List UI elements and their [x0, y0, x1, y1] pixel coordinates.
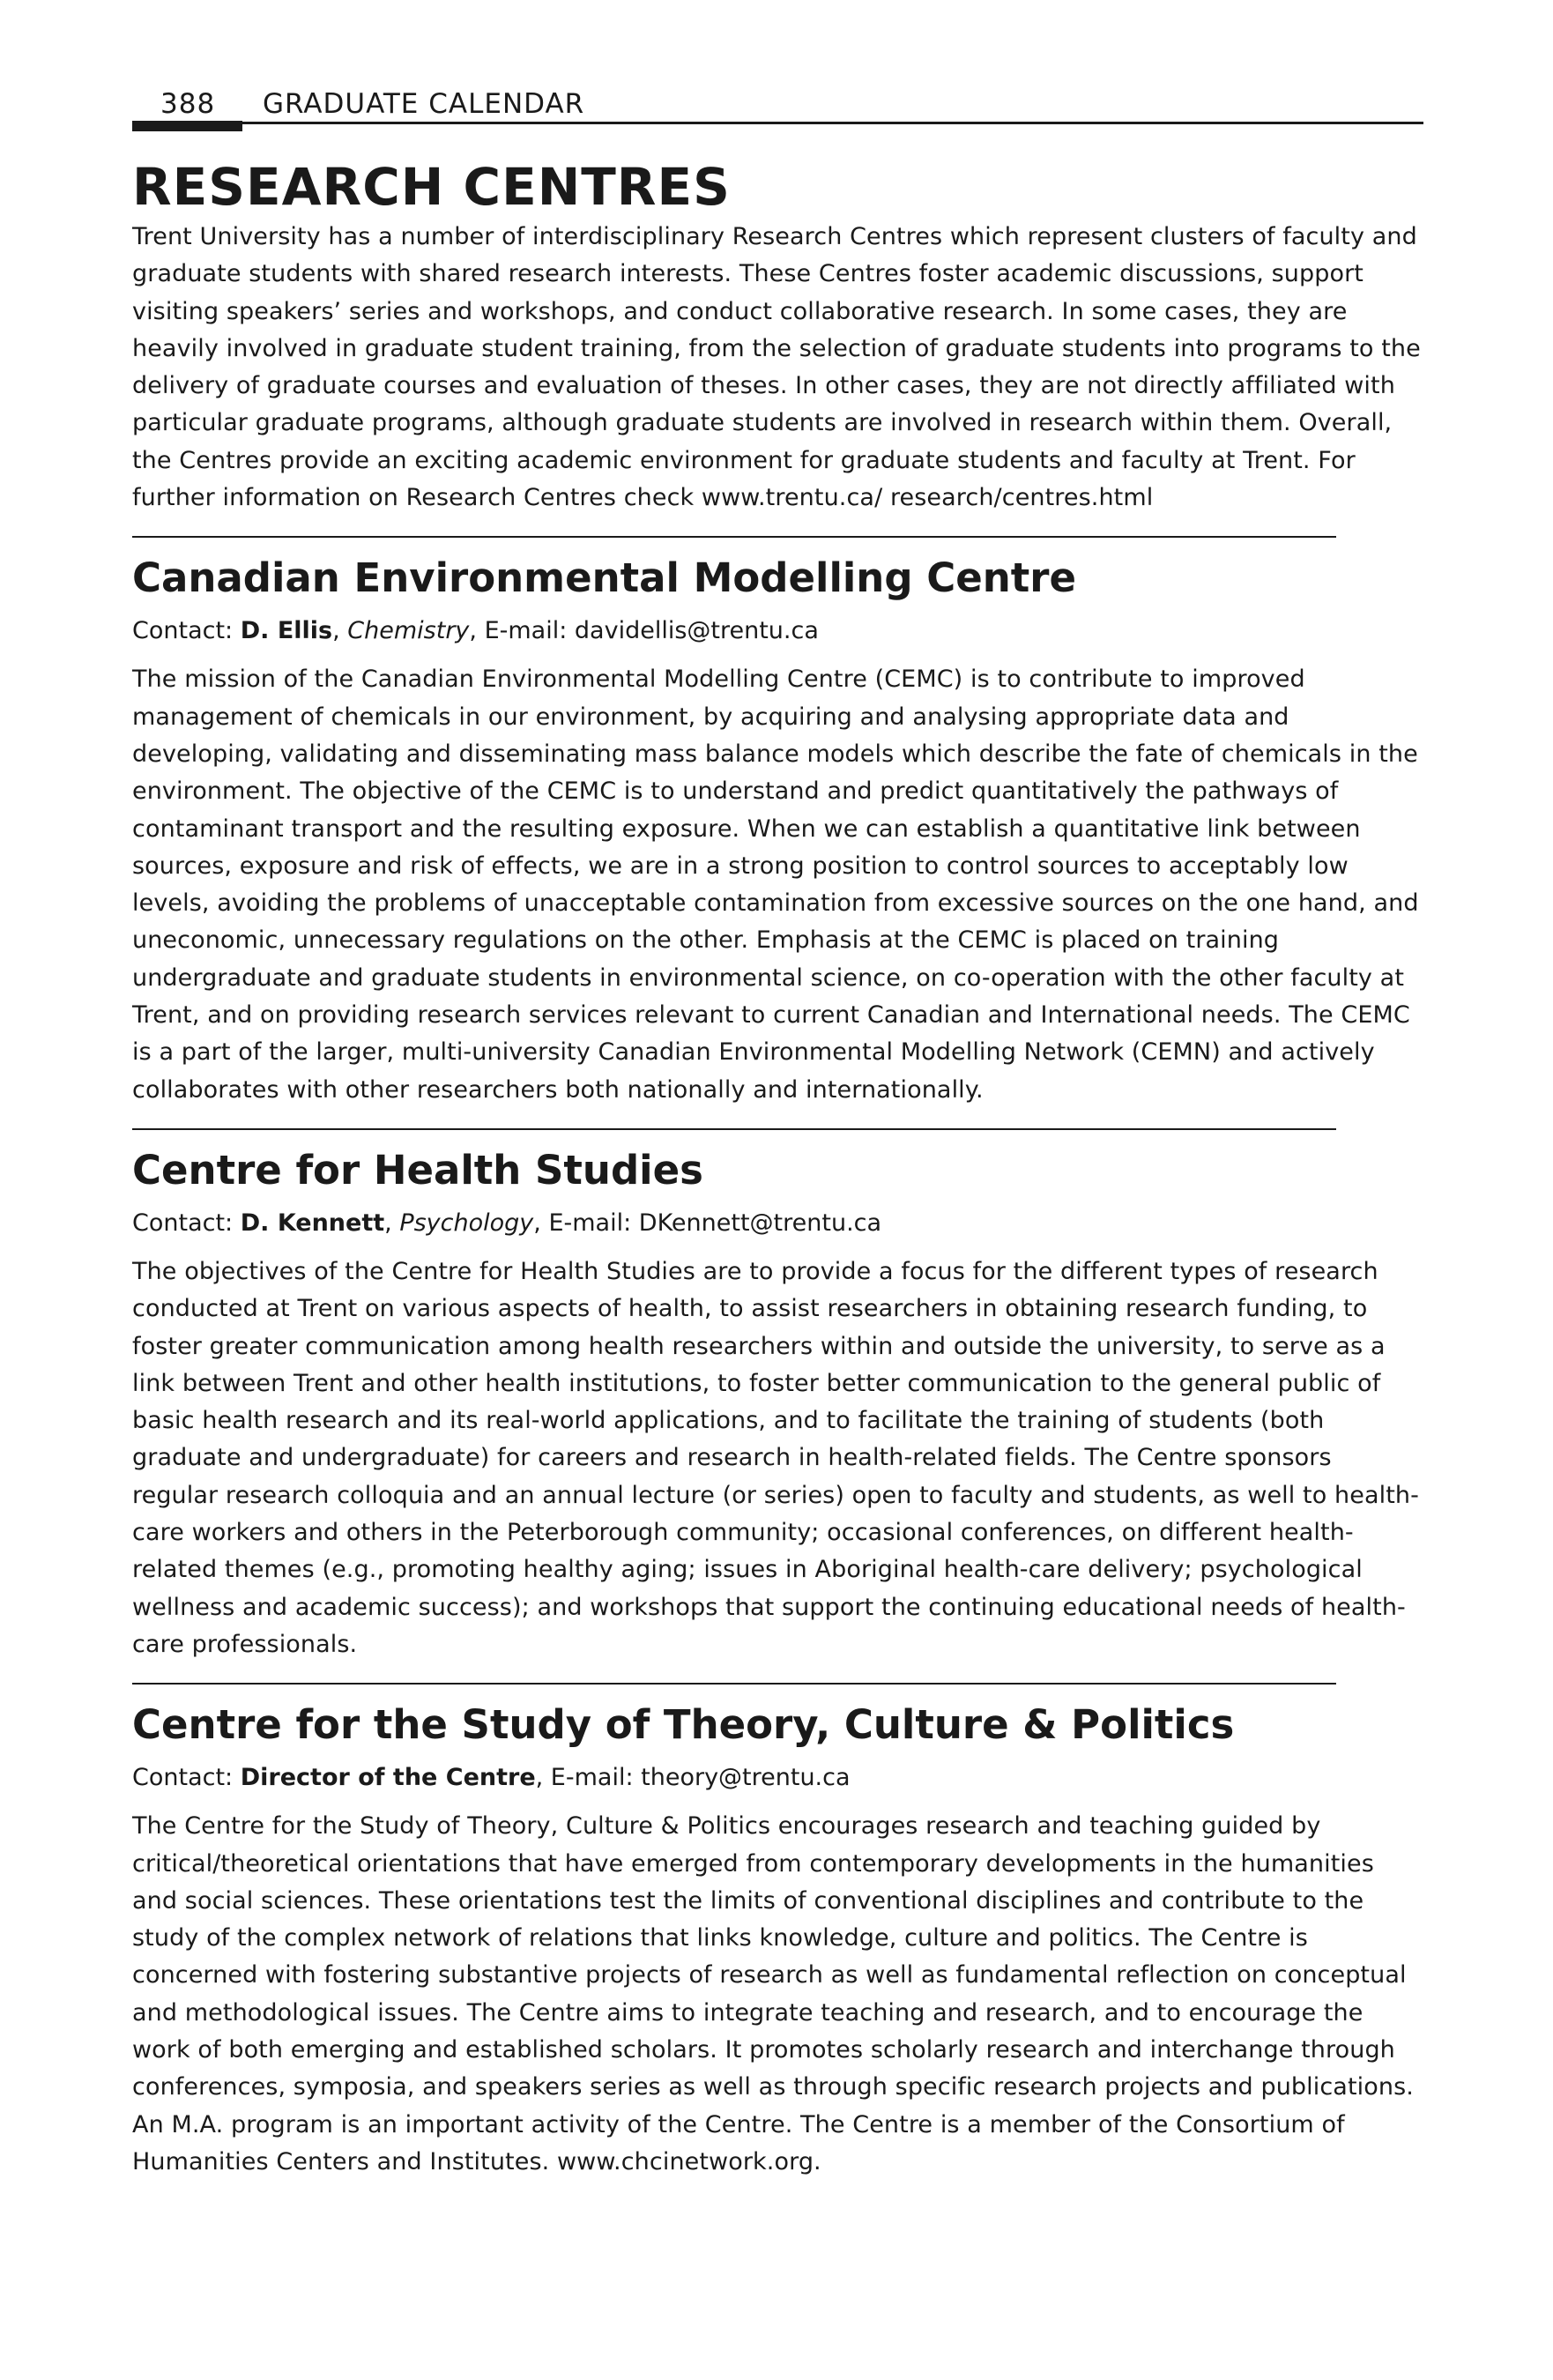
running-header — [132, 88, 1423, 134]
contact-name: D. Kennett — [240, 1209, 385, 1237]
contact-department: Chemistry — [347, 617, 470, 645]
contact-department: Psychology — [399, 1209, 534, 1237]
contact-line — [132, 1206, 1423, 1241]
contact-label: Contact: — [132, 617, 234, 645]
section-heading: Canadian Environmental Modelling Centre — [132, 554, 1077, 602]
section-theory-culture-politics — [132, 1699, 1423, 2181]
section-divider — [132, 1128, 1336, 1130]
header-rule — [132, 122, 1423, 124]
section-heading: Centre for Health Studies — [132, 1146, 703, 1194]
section-body: The Centre for the Study of Theory, Culture & Politics encourages research and teaching guided by critical/theoretical orientations that have emerged from contemporary developments in the humanities and social sciences. These orientations test the limits of conventional disciplines and contribute to the study of the complex network of relations that links knowledge, culture and politics. The Centre is concerned with fostering substantive projects of research as well as fundamental reflection on conceptual and methodological issues. The Centre aims to integrate teaching and research, and to encourage the work of both emerging and established scholars. It promotes scholarly research and interchange through conferences, symposia, and speakers series as well as through specific research projects and publications. An M.A. program is an important activity of the Centre. The Centre is a member of the Consortium of Humanities Centers and Institutes. www.chcinetwork.org. — [132, 1812, 1414, 2175]
page-title: RESEARCH CENTRES — [132, 157, 731, 217]
intro-paragraph: Trent University has a number of interdisciplinary Research Centres which represent clusters of faculty and graduate students with shared research interests. These Centres foster academic discussions, support visiting speakers’ series and workshops, and conduct collaborative research. In some cases, they are heavily involved in graduate student training, from the selection of graduate students into programs to the delivery of graduate courses and evaluation of theses. In other cases, they are not directly affiliated with particular graduate programs, although graduate students are involved in research within them. Overall, the Centres provide an exciting academic environment for graduate students and faculty at Trent. For further information on Research Centres check www.trentu.ca/ research/centres.html — [132, 223, 1421, 512]
section-body: The mission of the Canadian Environmental Modelling Centre (CEMC) is to contribute to improved management of chemicals in our environment, by acquiring and analysing appropriate data and developing, validating and disseminating mass balance models which describe the fate of chemicals in the environment. The objective of the CEMC is to understand and predict quantitatively the pathways of contaminant transport and the resulting exposure. When we can establish a quantitative link between sources, exposure and risk of effects, we are in a strong position to control sources to acceptably low levels, avoiding the problems of unacceptable contamination from excessive sources on the one hand, and uneconomic, unnecessary regulations on the other. Emphasis at the CEMC is placed on training undergraduate and graduate students in environmental science, on co-operation with the other faculty at Trent, and on providing research services relevant to current Canadian and International needs. The CEMC is a part of the larger, multi-university Canadian Environmental Modelling Network (CEMN) and actively collaborates with other researchers both nationally and internationally. — [132, 666, 1419, 1104]
section-body: The objectives of the Centre for Health Studies are to provide a focus for the different types of research conducted at Trent on various aspects of health, to assist researchers in obtaining research funding, to foster greater communication among health researchers within and outside the university, to serve as a link between Trent and other health institutions, to foster better communication to the general public of basic health research and its real-world applications, and to facilitate the training of students (both graduate and undergraduate) for careers and research in health-related fields. The Centre sponsors regular research colloquia and an annual lecture (or series) open to faculty and students, as well to health-care workers and others in the Peterborough community; occasional conferences, on different health-related themes (e.g., promoting healthy aging; issues in Aboriginal health-care delivery; psychological wellness and academic success); and workshops that support the continuing educational needs of health-care professionals. — [132, 1257, 1419, 1658]
contact-line — [132, 1760, 1423, 1796]
contact-separator: , — [384, 1209, 400, 1237]
contact-email: , E-mail: davidellis@trentu.ca — [469, 617, 819, 645]
section-cemc — [132, 552, 1423, 1109]
contact-email: , E-mail: DKennett@trentu.ca — [533, 1209, 882, 1237]
contact-name: Director of the Centre — [240, 1764, 536, 1792]
contact-name: D. Ellis — [240, 617, 333, 645]
running-title: GRADUATE CALENDAR — [263, 88, 585, 120]
section-divider — [132, 1683, 1336, 1685]
section-health-studies — [132, 1144, 1423, 1663]
section-divider — [132, 536, 1336, 538]
page-content — [132, 157, 1423, 2181]
contact-line — [132, 614, 1423, 649]
contact-separator: , — [332, 617, 348, 645]
section-heading: Centre for the Study of Theory, Culture & Politics — [132, 1701, 1235, 1749]
page-number: 388 — [160, 88, 216, 120]
contact-label: Contact: — [132, 1764, 234, 1792]
header-rule-tab — [132, 121, 242, 131]
contact-label: Contact: — [132, 1209, 234, 1237]
contact-email: , E-mail: theory@trentu.ca — [535, 1764, 851, 1792]
